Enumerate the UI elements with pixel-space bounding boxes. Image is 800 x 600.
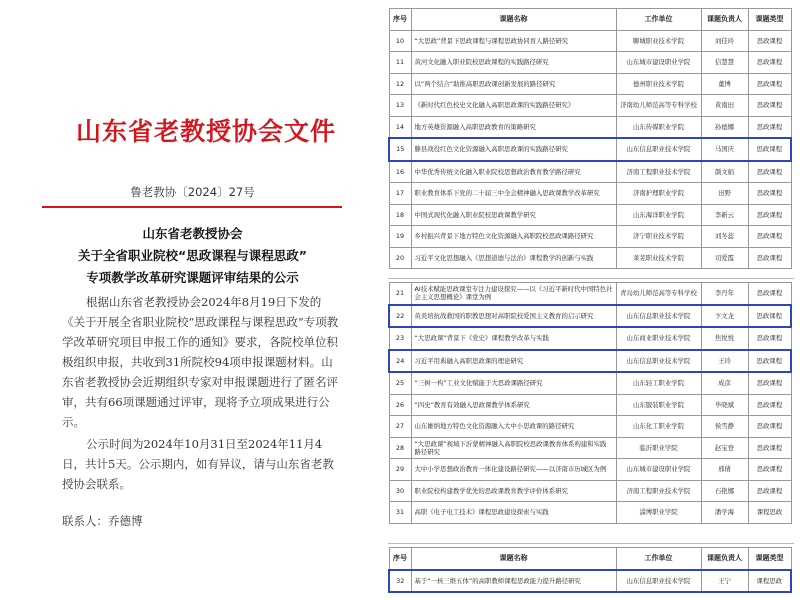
cell-type: 思政课程 <box>748 437 791 459</box>
cell-type: 思政课程 <box>748 52 791 74</box>
header-leader: 课题负责人 <box>701 548 748 570</box>
cell-no: 28 <box>389 437 411 459</box>
cell-title: 乡村振兴背景下地方特色文化资源融入高职院校思政课路径研究 <box>411 226 616 248</box>
cell-unit: 临沂职业学院 <box>616 437 701 459</box>
table-row <box>389 437 791 459</box>
header-leader: 课题负责人 <box>701 9 748 31</box>
cell-type: 课程思政 <box>748 570 791 593</box>
table-row <box>389 305 791 328</box>
cell-type: 思政课程 <box>748 327 791 350</box>
cell-unit: 山东城市建设职业学院 <box>616 459 701 481</box>
results-table-page-3 <box>388 547 792 593</box>
cell-no: 17 <box>389 183 411 205</box>
cell-no: 21 <box>389 283 411 305</box>
cell-type: 思政课程 <box>748 226 791 248</box>
table-row <box>389 30 791 52</box>
cell-unit: 山东化工职业学院 <box>616 416 701 438</box>
header-unit: 工作单位 <box>616 9 701 31</box>
red-divider-line <box>42 206 342 208</box>
cell-title: 中华优秀传统文化融入职业院校思想政治教育教学路径研究 <box>411 161 616 183</box>
document-cover <box>0 0 385 600</box>
cell-type: 思政课程 <box>748 283 791 305</box>
cell-title: “大思政课”背景下《党史》课程教学改革与实践 <box>411 327 616 350</box>
cell-title: 以“两个结合”助推高职思政课创新发展的路径研究 <box>411 73 616 95</box>
cell-leader: 孙德娜 <box>701 116 748 138</box>
table-row <box>389 138 791 161</box>
table-row <box>389 570 791 593</box>
cell-title: 黄炎培抗战救国的职教思想对高职院校爱国主义教育的启示研究 <box>411 305 616 328</box>
cell-leader: 赵宝登 <box>701 437 748 459</box>
cell-no: 19 <box>389 226 411 248</box>
cell-no: 12 <box>389 73 411 95</box>
table-header-row <box>389 9 791 31</box>
cell-type: 思政课程 <box>748 416 791 438</box>
cell-leader: 毕晓斌 <box>701 394 748 416</box>
cell-unit: 济南工程职业技术学院 <box>616 480 701 502</box>
cell-no: 14 <box>389 116 411 138</box>
cell-no: 25 <box>389 372 411 394</box>
cell-type: 思政课程 <box>748 116 791 138</box>
header-type: 课题类型 <box>748 9 791 31</box>
body-paragraph-1: 根据山东省老教授协会2024年8月19日下发的《关于开展全省职业院校“思政课程与课程思政”专项教学改革研究项目申报工作的通知》要求，各院校单位积极组织申报，共收到31所院校94项申报课题材料。山东省老教授协会近期组织专家对申报课题进行了匿名评审，共有66项课题通过评审，现将予立项成果进行公示。 <box>62 295 339 429</box>
cell-leader: 董博 <box>701 73 748 95</box>
table-row <box>389 73 791 95</box>
cell-leader: 焦悦悦 <box>701 327 748 350</box>
cell-no: 32 <box>389 570 411 593</box>
table-row <box>389 283 791 305</box>
header-unit: 工作单位 <box>616 548 701 570</box>
table-header-row <box>389 548 791 570</box>
cell-no: 15 <box>389 138 411 161</box>
cell-no: 22 <box>389 305 411 328</box>
header-title: 课题名称 <box>411 548 616 570</box>
cell-title: 滕县战役红色文化资源融入高职思政课的实践路径研究 <box>411 138 616 161</box>
table-row <box>389 226 791 248</box>
cell-leader: 刘冬蕊 <box>701 226 748 248</box>
cell-leader: 司爱霞 <box>701 247 748 269</box>
cell-title: 高职《电子电工技术》课程思政建设探索与实践 <box>411 502 616 524</box>
table-row <box>389 183 791 205</box>
header-no: 序号 <box>389 9 411 31</box>
cell-leader: 王宁 <box>701 570 748 593</box>
cell-title: “大思政”背景下思政课程与课程思政协同育人路径研究 <box>411 30 616 52</box>
cell-no: 23 <box>389 327 411 350</box>
cell-no: 29 <box>389 459 411 481</box>
table-row <box>389 247 791 269</box>
cell-unit: 山东服装职业学院 <box>616 394 701 416</box>
table-row <box>389 327 791 350</box>
cell-no: 13 <box>389 95 411 117</box>
table-row <box>389 480 791 502</box>
cell-title: AI技术赋能思政课堂专注力建设探究——以《习近平新时代中国特色社会主义思想概论》课堂为例 <box>411 283 616 305</box>
cell-unit: 济宁职业技术学院 <box>616 226 701 248</box>
cell-leader: 王玲 <box>701 350 748 373</box>
table-row <box>389 459 791 481</box>
cell-unit: 莱芜职业技术学院 <box>616 247 701 269</box>
cell-unit: 山东传媒职业学院 <box>616 116 701 138</box>
cell-no: 20 <box>389 247 411 269</box>
cell-type: 课程思政 <box>748 502 791 524</box>
cell-leader: 卞文龙 <box>701 305 748 328</box>
cell-title: 大中小学思想政治教育一体化建设路径研究——以济南市历城区为例 <box>411 459 616 481</box>
cell-type: 思政课程 <box>748 138 791 161</box>
cell-leader: 信慧慧 <box>701 52 748 74</box>
table-row <box>389 161 791 183</box>
cell-unit: 济南幼儿师范高等专科学校 <box>616 95 701 117</box>
cell-unit: 德州职业技术学院 <box>616 73 701 95</box>
page-separator <box>388 278 794 279</box>
cell-unit: 淄博职业学院 <box>616 502 701 524</box>
cell-leader: 成彦 <box>701 372 748 394</box>
cell-title: 职业教育体系下党的二十届三中全会精神融入思政课教学改革研究 <box>411 183 616 205</box>
cell-type: 思政课程 <box>748 73 791 95</box>
cell-unit: 山东信息职业技术学院 <box>616 305 701 328</box>
table-row <box>389 52 791 74</box>
cell-type: 思政课程 <box>748 394 791 416</box>
cell-unit: 山东轻工职业学院 <box>616 372 701 394</box>
cell-leader: 刘佳玲 <box>701 30 748 52</box>
results-table-page-1 <box>388 8 792 269</box>
cell-unit: 山东信息职业技术学院 <box>616 138 701 161</box>
cell-unit: 济南工程职业技术学院 <box>616 161 701 183</box>
cell-unit: 山东城市建设职业学院 <box>616 52 701 74</box>
cell-title: “大思政课”视域下沂蒙精神融入高职院校思政课教育体系构建和实践路径研究 <box>411 437 616 459</box>
page-separator <box>388 543 794 544</box>
cell-leader: 侯雪静 <box>701 416 748 438</box>
cell-type: 思政课程 <box>748 30 791 52</box>
heading-line-1: 山东省老教授协会 <box>142 226 243 241</box>
cell-unit: 聊城职业技术学院 <box>616 30 701 52</box>
table-row <box>389 116 791 138</box>
cell-leader: 邢倩 <box>701 459 748 481</box>
document-red-title: 山东省老教授协会文件 <box>76 117 337 146</box>
cell-unit: 山东海洋职业学院 <box>616 204 701 226</box>
cell-no: 26 <box>389 394 411 416</box>
cell-type: 思政课程 <box>748 372 791 394</box>
cell-title: 《新时代红色校史文化融入高职思政课的实践路径研究》 <box>411 95 616 117</box>
cell-unit: 山东信息职业技术学院 <box>616 350 701 373</box>
cell-type: 思政课程 <box>748 350 791 373</box>
heading-line-3: 专项教学改革研究课题评审结果的公示 <box>86 270 299 285</box>
body-paragraph-2: 公示时间为2024年10月31日至2024年11月4日，共计5天。公示期内，如有异议，请与山东省老教授协会联系。 <box>62 437 334 491</box>
cell-type: 思政课程 <box>748 183 791 205</box>
cell-title: “四史”教育有效融入思政课教学体系研究 <box>411 394 616 416</box>
cell-type: 思政课程 <box>748 305 791 328</box>
header-no: 序号 <box>389 548 411 570</box>
cell-unit: 山东商业职业技术学院 <box>616 327 701 350</box>
cell-unit: 山东信息职业技术学院 <box>616 570 701 593</box>
results-table-page-2 <box>388 282 792 524</box>
table-row <box>389 416 791 438</box>
cell-no: 18 <box>389 204 411 226</box>
cell-type: 思政课程 <box>748 459 791 481</box>
cell-leader: 石艳娜 <box>701 480 748 502</box>
cell-no: 30 <box>389 480 411 502</box>
table-row <box>389 95 791 117</box>
cell-title: 基于“一核三维五体”的高职教师课程思政能力提升路径研究 <box>411 570 616 593</box>
table-row <box>389 502 791 524</box>
cell-unit: 济南护理职业学院 <box>616 183 701 205</box>
cell-no: 27 <box>389 416 411 438</box>
header-title: 课题名称 <box>411 9 616 31</box>
cell-leader: 黄南田 <box>701 95 748 117</box>
cell-title: 习近平文化思想融入《思想道德与法治》课程教学的创新与实践 <box>411 247 616 269</box>
cell-title: 习近平用典融入高职思政课的理论研究 <box>411 350 616 373</box>
cell-title: 职业院校构建教学优先的思政课教育教学评价体系研究 <box>411 480 616 502</box>
cell-leader: 李丹年 <box>701 283 748 305</box>
cell-leader: 潘学海 <box>701 502 748 524</box>
contact-person: 联系人：乔德博 <box>62 514 143 528</box>
cell-no: 24 <box>389 350 411 373</box>
cell-leader: 马国庆 <box>701 138 748 161</box>
cell-title: 黄河文化融入职业院校思政课程的实践路径研究 <box>411 52 616 74</box>
cell-no: 31 <box>389 502 411 524</box>
cell-title: 中国式现代化融入职业院校思政课教学研究 <box>411 204 616 226</box>
cell-title: 地方英雄资源融入高职思政教育的策略研究 <box>411 116 616 138</box>
cell-no: 11 <box>389 52 411 74</box>
cell-type: 思政课程 <box>748 204 791 226</box>
table-row <box>389 350 791 373</box>
cell-type: 思政课程 <box>748 480 791 502</box>
cell-type: 思政课程 <box>748 161 791 183</box>
cell-title: “三树一构”工业文化赋能于大思政课路径研究 <box>411 372 616 394</box>
table-row <box>389 394 791 416</box>
cell-no: 16 <box>389 161 411 183</box>
table-row <box>389 372 791 394</box>
cell-title: 山东雄纳地方特色文化资源融入大中小思政课的路径研究 <box>411 416 616 438</box>
cell-leader: 李新云 <box>701 204 748 226</box>
cell-leader: 田野 <box>701 183 748 205</box>
header-type: 课题类型 <box>748 548 791 570</box>
cell-no: 10 <box>389 30 411 52</box>
cell-type: 思政课程 <box>748 247 791 269</box>
document-number: 鲁老教协〔2024〕27号 <box>130 185 255 199</box>
table-row <box>389 204 791 226</box>
cell-leader: 颜文娟 <box>701 161 748 183</box>
cell-type: 思政课程 <box>748 95 791 117</box>
cell-unit: 青岛幼儿师范高等专科学校 <box>616 283 701 305</box>
heading-line-2: 关于全省职业院校“思政课程与课程思政” <box>78 248 307 263</box>
